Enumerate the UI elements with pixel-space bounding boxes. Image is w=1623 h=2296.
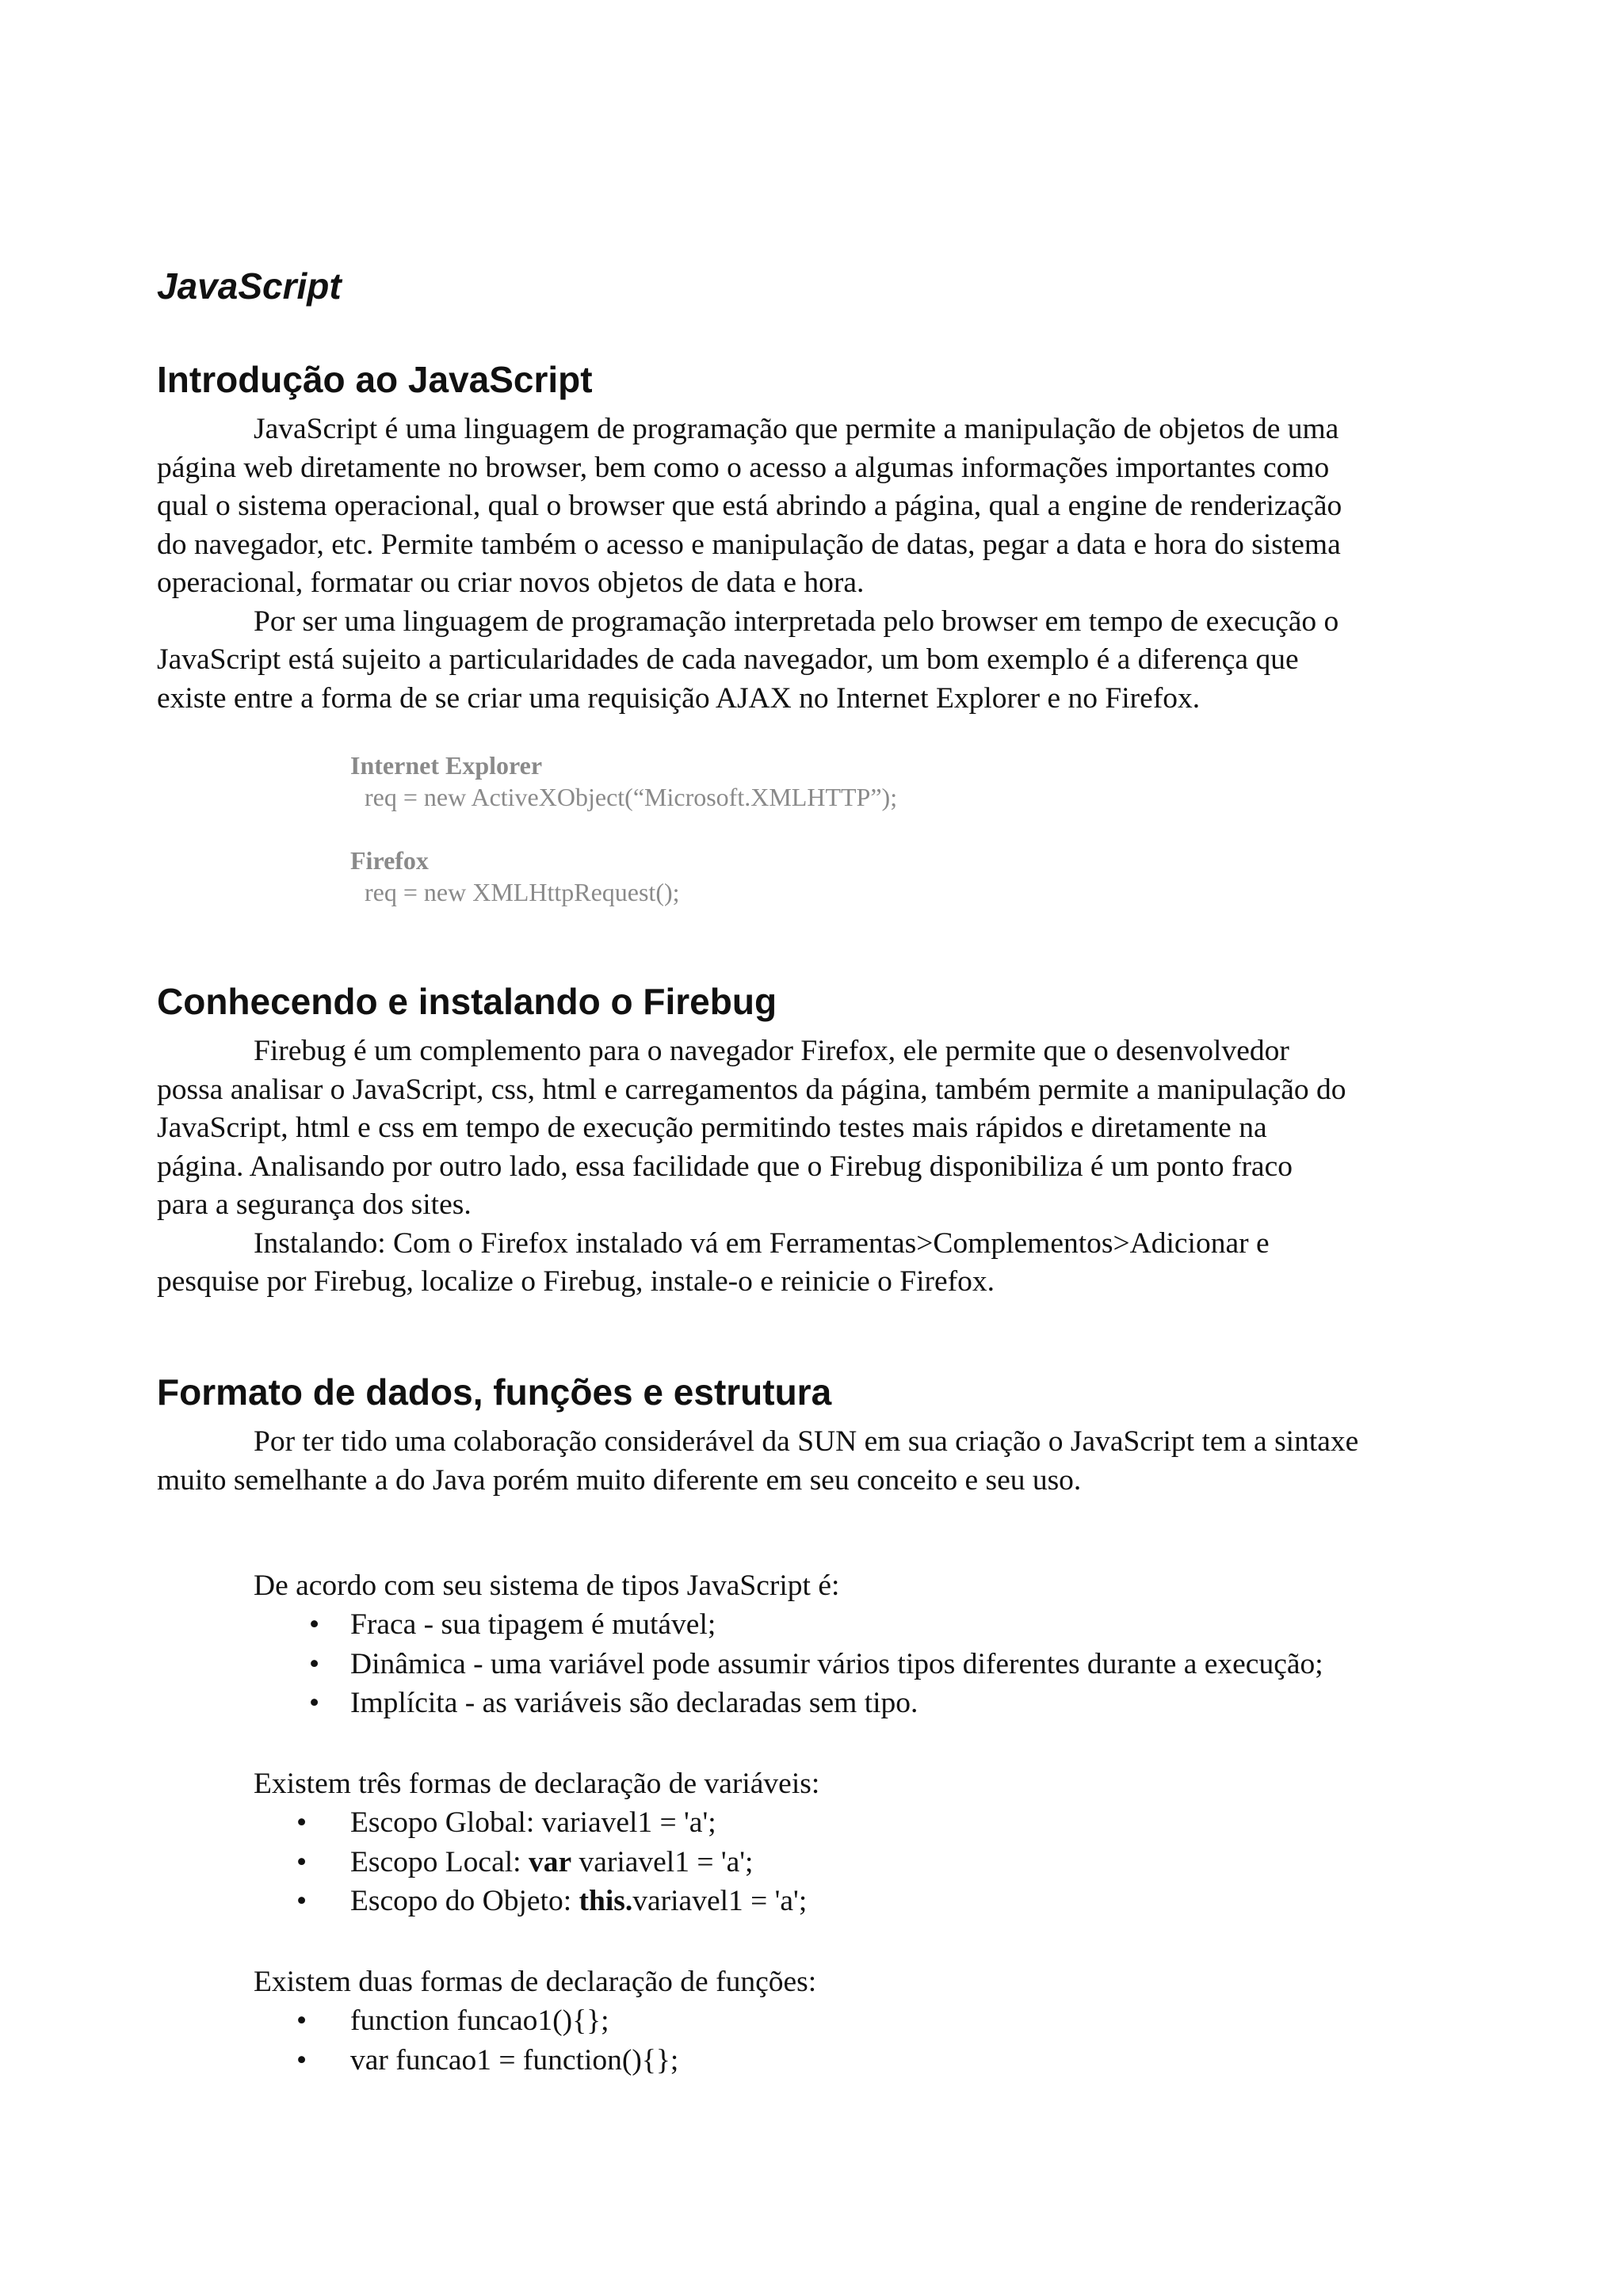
bullet-icon: •: [296, 1806, 307, 1839]
paragraph-line: operacional, formatar ou criar novos objetos de data e hora.: [157, 566, 865, 599]
list-item: • Implícita - as variáveis são declaradas sem tipo.: [296, 1684, 1323, 1723]
list-item: • Escopo Global: variavel1 = 'a';: [296, 1803, 807, 1843]
vars-list: [296, 1803, 807, 1921]
section-heading: Conhecendo e instalando o Firebug: [157, 981, 777, 1022]
code-label-ie: Internet Explorer: [350, 751, 543, 780]
vars-intro: Existem três formas de declaração de variáveis:: [254, 1768, 820, 1800]
paragraph-line: pesquise por Firebug, localize o Firebug, instale-o e reinicie o Firefox.: [157, 1265, 995, 1298]
paragraph-line: JavaScript é uma linguagem de programação que permite a manipulação de objetos de uma: [254, 413, 1339, 445]
list-item: • function funcao1(){};: [296, 2001, 678, 2041]
bullet-icon: •: [309, 1647, 320, 1680]
keyword: var: [528, 1845, 572, 1878]
paragraph: [157, 1423, 1488, 1500]
paragraph-line: Por ter tido uma colaboração considerável da SUN em sua criação o JavaScript tem a sintaxe: [254, 1425, 1359, 1458]
bullet-icon: •: [296, 1885, 307, 1917]
paragraph-line: página web diretamente no browser, bem como o acesso a algumas informações importantes como: [157, 451, 1330, 484]
funcs-intro: Existem duas formas de declaração de funções:: [254, 1966, 817, 1998]
paragraph: [157, 603, 1488, 719]
bullet-icon: •: [296, 2004, 307, 2037]
bullet-icon: •: [309, 1608, 320, 1641]
document-title: JavaScript: [157, 265, 342, 307]
paragraph-line: JavaScript, html e css em tempo de execução permitindo testes mais rápidos e diretamente na: [157, 1112, 1267, 1144]
bullet-icon: •: [296, 2043, 307, 2077]
bullet-icon: •: [309, 1687, 320, 1719]
paragraph-line: Instalando: Com o Firefox instalado vá em Ferramentas>Complementos>Adicionar e: [254, 1226, 1270, 1260]
code-label-firefox: Firefox: [350, 846, 429, 875]
paragraph-line: JavaScript está sujeito a particularidades de cada navegador, um bom exemplo é a diferença que: [157, 643, 1299, 676]
list-item: • Dinâmica - uma variável pode assumir vários tipos diferentes durante a execução;: [296, 1645, 1323, 1684]
paragraph-line: muito semelhante a do Java porém muito diferente em seu conceito e seu uso.: [157, 1463, 1082, 1497]
funcs-list: [296, 2001, 678, 2080]
list-item: • var funcao1 = function(){};: [296, 2041, 678, 2081]
code-line-firefox: req = new XMLHttpRequest();: [365, 878, 680, 906]
list-item: • Escopo do Objeto: this.variavel1 = 'a';: [296, 1882, 807, 1921]
types-list: [296, 1605, 1323, 1723]
code-example: [350, 749, 897, 908]
paragraph: [157, 1032, 1488, 1225]
paragraph-line: Firebug é um complemento para o navegador Firefox, ele permite que o desenvolvedor: [254, 1035, 1289, 1067]
bullet-icon: •: [296, 1845, 307, 1878]
paragraph-line: existe entre a forma de se criar uma requisição AJAX no Internet Explorer e no Firefox.: [157, 681, 1201, 715]
types-intro: De acordo com seu sistema de tipos JavaScript é:: [254, 1569, 840, 1602]
paragraph: [157, 1225, 1488, 1302]
section-formato: [157, 1369, 1488, 1500]
paragraph-line: página. Analisando por outro lado, essa facilidade que o Firebug disponibiliza é um ponto fraco: [157, 1150, 1293, 1183]
list-item: • Escopo Local: var variavel1 = 'a';: [296, 1843, 807, 1882]
section-heading: Formato de dados, funções e estrutura: [157, 1371, 832, 1413]
section-heading: Introdução ao JavaScript: [157, 359, 593, 400]
code-line-ie: req = new ActiveXObject(“Microsoft.XMLHTTP”);: [365, 783, 898, 811]
paragraph-line: para a segurança dos sites.: [157, 1188, 472, 1221]
paragraph-line: do navegador, etc. Permite também o acesso e manipulação de datas, pegar a data e hora do sistema: [157, 528, 1341, 561]
paragraph-line: qual o sistema operacional, qual o browser que está abrindo a página, qual a engine de renderização: [157, 490, 1342, 522]
section-firebug: [157, 978, 1488, 1302]
section-intro: [157, 357, 1488, 718]
paragraph: [157, 410, 1488, 603]
paragraph-line: Por ser uma linguagem de programação interpretada pelo browser em tempo de execução o: [254, 605, 1339, 638]
list-item: • Fraca - sua tipagem é mutável;: [296, 1605, 1323, 1645]
keyword: this.: [579, 1885, 633, 1917]
paragraph-line: possa analisar o JavaScript, css, html e carregamentos da página, também permite a manipulação do: [157, 1073, 1346, 1106]
